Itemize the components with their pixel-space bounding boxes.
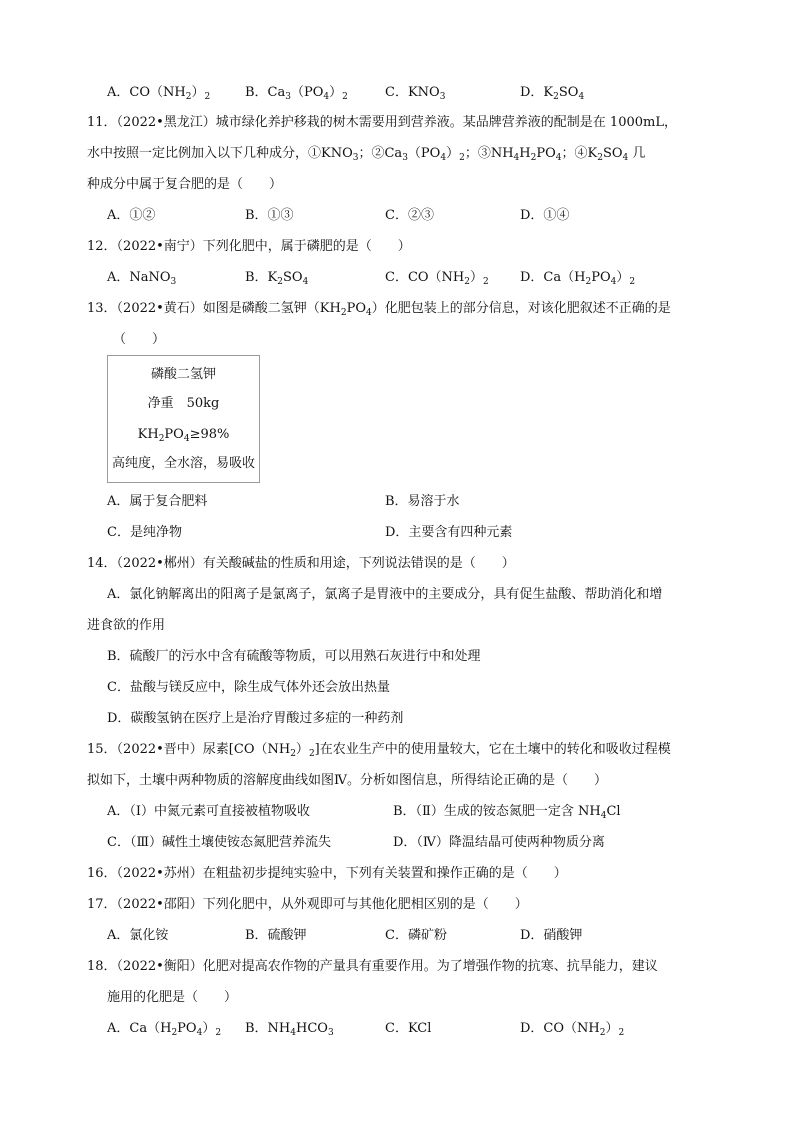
- q18-stem-line-2: 施用的化肥是（ ）: [107, 990, 238, 1005]
- q12-option-b: B．$K_2SO_4$: [245, 270, 309, 287]
- q11-option-a: A．①②: [107, 208, 156, 223]
- q13-stem-line-2: （ ）: [113, 332, 166, 347]
- q17-stem: 17．（2022•邵阳）下列化肥中，从外观即可与其他化肥相区别的是（ ）: [87, 897, 528, 912]
- q18-option-c: C．KCl: [385, 1021, 432, 1036]
- q17-option-d: D．硝酸钾: [520, 928, 583, 943]
- q14-stem: 14．（2022•郴州）有关酸碱盐的性质和用途，下列说法错误的是（ ）: [87, 556, 515, 571]
- q14-option-a-line-1: A．氯化钠解离出的阳离子是氯离子，氯离子是胃液中的主要成分，具有促生盐酸、帮助消化和增: [107, 587, 663, 602]
- q18-option-b: B．$NH_4HCO_3$: [245, 1021, 334, 1038]
- q13-stem-line-1: 13．（2022•黄石）如图是磷酸二氢钾$(KH_2PO_4)$化肥包装上的部分信息，对该化肥叙述不正确的是: [87, 301, 671, 318]
- q11-stem-line-1: 11．（2022•黑龙江）城市绿化养护移栽的树木需要用到营养液。某品牌营养液的配制是在 1000mL，: [87, 115, 677, 130]
- q13-option-c: C．是纯净物: [107, 525, 182, 540]
- label-purity: $KH_2PO_4\ge 98\%$: [137, 427, 230, 444]
- q12-option-c: C．$CO(NH_2)_2$: [385, 270, 489, 287]
- q12-stem: 12．（2022•南宁）下列化肥中，属于磷肥的是（ ）: [87, 239, 411, 254]
- q16-stem: 16．（2022•苏州）在粗盐初步提纯实验中，下列有关装置和操作正确的是（ ）: [87, 866, 567, 881]
- q10-option-a: A．$CO(NH_2)_2$: [107, 85, 211, 102]
- q14-option-b: B．硫酸厂的污水中含有硫酸等物质，可以用熟石灰进行中和处理: [107, 649, 481, 664]
- q11-stem-line-2: 水中按照一定比例加入以下几种成分，$①KNO_3$；$②Ca_3(PO_4)_2$；$③NH_4H_2PO_4$；$④K_2SO_4$ 几: [87, 146, 646, 163]
- q11-option-c: C．②③: [385, 208, 434, 223]
- q15-option-b: B．（Ⅱ）生成的铵态氮肥一定含 $NH_4Cl$: [393, 804, 621, 821]
- q14-option-d: D．碳酸氢钠在医疗上是治疗胃酸过多症的一种药剂: [107, 711, 404, 726]
- q10-option-c: C．$KNO_3$: [385, 85, 446, 102]
- q15-stem-line-2: 拟如下，土壤中两种物质的溶解度曲线如图Ⅳ。分析如图信息，所得结论正确的是（ ）: [87, 773, 607, 788]
- q12-option-d: D．$Ca(H_2PO_4)_2$: [520, 270, 636, 287]
- q10-option-d: D．$K_2SO_4$: [520, 85, 585, 102]
- q11-option-b: B．①③: [245, 208, 294, 223]
- q14-option-c: C．盐酸与镁反应中，除生成气体外还会放出热量: [107, 680, 390, 695]
- q13-option-d: D．主要含有四种元素: [385, 525, 513, 540]
- q18-stem-line-1: 18．（2022•衡阳）化肥对提高农作物的产量具有重要作用。为了增强作物的抗寒、抗旱能力，建议: [87, 959, 658, 974]
- label-features: 高纯度，全水溶，易吸收: [111, 456, 255, 471]
- q18-option-a: A．$Ca(H_2PO_4)_2$: [107, 1021, 222, 1038]
- q14-option-a-line-2: 进食欲的作用: [87, 618, 166, 633]
- q15-option-d: D．（Ⅳ）降温结晶可使两种物质分离: [393, 835, 605, 850]
- q11-option-d: D．①④: [520, 208, 570, 223]
- q13-option-b: B．易溶于水: [385, 494, 460, 509]
- q10-option-b: B．$Ca_3(PO_4)_2$: [245, 85, 348, 102]
- q13-option-a: A．属于复合肥料: [107, 494, 208, 509]
- q12-option-a: A．NaNO$_3$: [107, 270, 177, 287]
- q15-option-a: A．（Ⅰ）中氮元素可直接被植物吸收: [107, 804, 311, 819]
- q17-option-c: C．磷矿粉: [385, 928, 447, 943]
- label-product-name: 磷酸二氢钾: [150, 367, 216, 382]
- q18-option-d: D．$CO(NH_2)_2$: [520, 1021, 625, 1038]
- q17-option-a: A．氯化铵: [107, 928, 169, 943]
- fertilizer-package-label: [107, 355, 260, 483]
- q17-option-b: B．硫酸钾: [245, 928, 307, 943]
- q15-stem-line-1: 15．（2022•晋中）尿素$[CO(NH_2)_2]$在农业生产中的使用量较大，它在土壤中的转化和吸收过程模: [87, 742, 671, 759]
- q11-stem-line-3: 种成分中属于复合肥的是（ ）: [87, 177, 283, 192]
- q15-option-c: C．（Ⅲ）碱性土壤使铵态氮肥营养流失: [107, 835, 331, 850]
- label-net-weight: 净重 50kg: [147, 396, 220, 411]
